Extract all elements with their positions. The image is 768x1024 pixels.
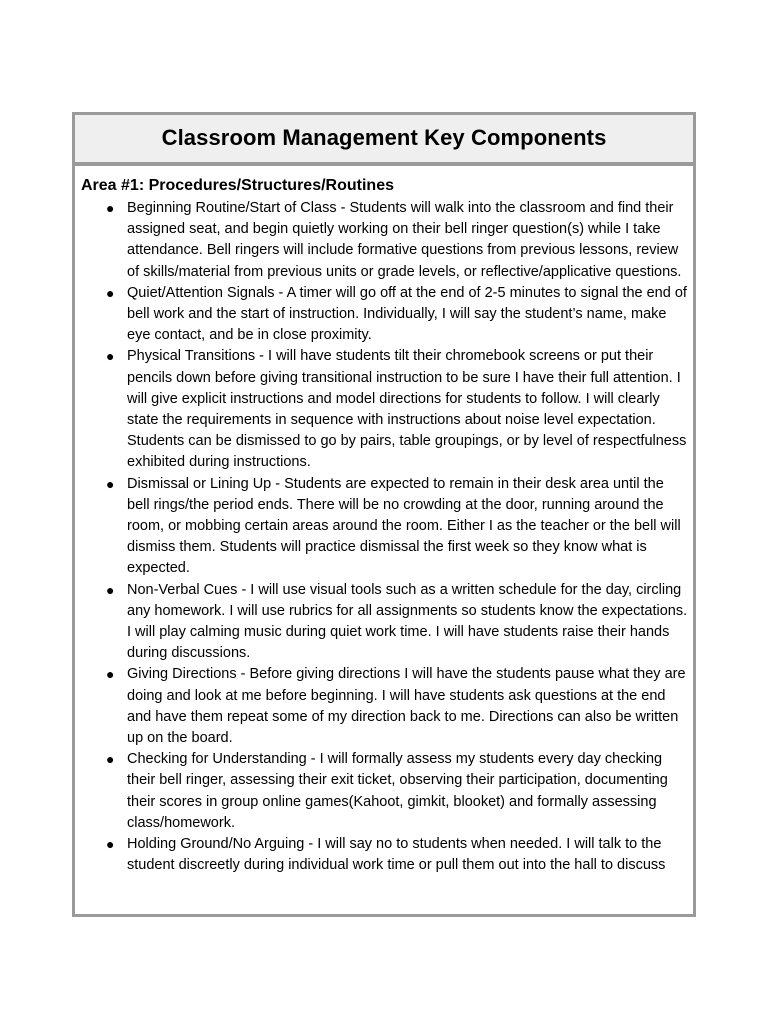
list-item-text: Beginning Routine/Start of Class - Students will walk into the classroom and find their assigned seat, and begin quietly working on their bell ringer question(s) while I take attendance. Bell ringers will include formative questions from previous lessons, review of skills/material from previous units or grade levels, or reflective/applicative questions. (127, 200, 682, 280)
list-item (81, 664, 693, 749)
list-item (81, 474, 693, 580)
components-table (72, 112, 696, 917)
document-title: Classroom Management Key Components (161, 124, 607, 150)
area-heading: Area #1: Procedures/Structures/Routines (81, 177, 394, 194)
bullet-icon: ● (106, 836, 115, 853)
list-item (81, 283, 693, 347)
title-cell (75, 115, 693, 166)
bullet-icon: ● (106, 348, 115, 365)
list-item (81, 346, 693, 473)
bullet-icon: ● (106, 475, 115, 492)
bullet-icon: ● (106, 581, 115, 598)
bullet-icon: ● (106, 200, 115, 216)
list-item (81, 198, 693, 283)
bullet-icon: ● (106, 666, 115, 683)
list-item (81, 580, 693, 665)
list-item-text: Holding Ground/No Arguing - I will say no to students when needed. I will talk to the student discreetly during individual work time or pull them out into the hall to discuss (127, 836, 666, 874)
bullet-icon: ● (106, 284, 115, 301)
list-item (81, 834, 693, 876)
bullet-icon: ● (106, 751, 115, 768)
list-item-text: Dismissal or Lining Up - Students are expected to remain in their desk area until the bell rings/the period ends. There will be no crowding at the door, running around the room, or mobbing certain areas around the room. Either I as the teacher or the bell will dismiss them. Students will practice dismissal the first week so they know what is expected. (127, 475, 681, 577)
list-item-text: Quiet/Attention Signals - A timer will go off at the end of 2-5 minutes to signal the end of bell work and the start of instruction. Individually, I will say the student’s name, make eye contact, and be in close proximity. (127, 284, 687, 344)
bullet-list (81, 198, 693, 877)
list-item-text: Giving Directions - Before giving directions I will have the students pause what they are doing and look at me before beginning. I will have students ask questions at the end and have them repeat some of my direction back to me. Directions can also be written up on the board. (127, 666, 686, 747)
list-item-text: Non-Verbal Cues - I will use visual tools such as a written schedule for the day, circling any homework. I will use rubrics for all assignments so students know the expectations. I will play calming music during quiet work time. I will have students raise their hands during discussions. (127, 581, 688, 662)
list-item-text: Checking for Understanding - I will formally assess my students every day checking their bell ringer, assessing their exit ticket, observing their participation, documenting their scores in group online games(Kahoot, gimkit, blooket) and formally assessing class/homework. (127, 751, 668, 831)
list-item-text: Physical Transitions - I will have students tilt their chromebook screens or put their pencils down before giving transitional instruction to be sure I have their full attention. I will give explicit instructions and model directions for students to follow. I will clearly state the requirements in sequence with instructions about noise level expectation. Students can be dismissed to go by pairs, table groupings, or by level of respectfulness exhibited during instructions. (127, 348, 687, 471)
content-cell (75, 166, 693, 877)
list-item (81, 749, 693, 834)
